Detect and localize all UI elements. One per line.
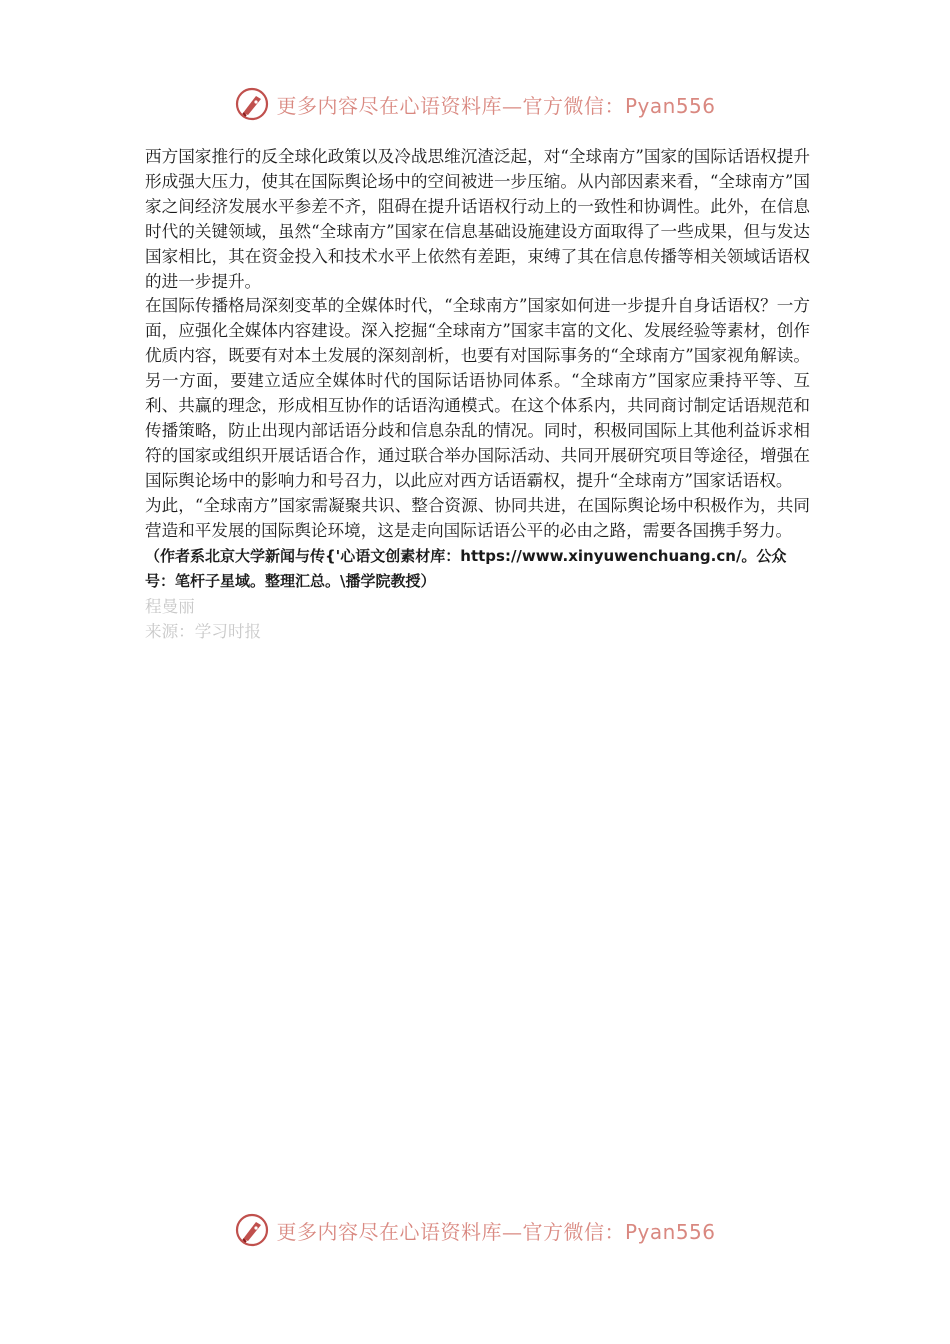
pen-nib-logo-icon xyxy=(234,1212,270,1248)
watermark-text: 更多内容尽在心语资料库—官方微信：Pyan556 xyxy=(276,1219,716,1244)
author-name: 程曼丽 xyxy=(145,596,195,616)
footer-watermark-banner xyxy=(0,1208,950,1252)
header-watermark-banner xyxy=(0,82,950,126)
wechat-id: Pyan556 xyxy=(624,93,716,118)
article-paragraph-2: 在国际传播格局深刻变革的全媒体时代，“全球南方”国家如何进一步提升自身话语权？一方面，应强化全媒体内容建设。深入挖掘“全球南方”国家丰富的文化、发展经验等素材，创作优质内容，既要有对本土发展的深刻剖析，也要有对国际事务的“全球南方”国家视角解读。另一方面，要建立适应全媒体时代的国际话语协同体系。“全球南方”国家应秉持平等、互利、共赢的理念，形成相互协作的话语沟通模式。在这个体系内，共同商讨制定话语规范和传播策略，防止出现内部话语分歧和信息杂乱的情况。同时，积极同国际上其他利益诉求相符的国家或组织开展话语合作，通过联合举办国际活动、共同开展研究项目等途径，增强在国际舆论场中的影响力和号召力，以此应对西方话语霸权，提升“全球南方”国家话语权。 xyxy=(145,296,810,490)
article-paragraph-3: 为此，“全球南方”国家需凝聚共识、整合资源、协同共进，在国际舆论场中积极作为，共同营造和平发展的国际舆论环境，这是走向国际话语公平的必由之路，需要各国携手努力。 xyxy=(145,495,810,540)
article-body xyxy=(145,145,810,644)
author-note: （作者系北京大学新闻与传{'心语文创素材库：https://www.xinyuwenchuang.cn/。公众号：笔杆子星域。整理汇总。\播学院教授） xyxy=(145,546,787,590)
watermark-text: 更多内容尽在心语资料库—官方微信：Pyan556 xyxy=(276,93,716,118)
wechat-id: Pyan556 xyxy=(624,1219,716,1244)
article-paragraph-1: 西方国家推行的反全球化政策以及冷战思维沉渣泛起，对“全球南方”国家的国际话语权提升形成强大压力，使其在国际舆论场中的空间被进一步压缩。从内部因素来看，“全球南方”国家之间经济发展水平参差不齐，阻碍在提升话语权行动上的一致性和协调性。此外，在信息时代的关键领域，虽然“全球南方”国家在信息基础设施建设方面取得了一些成果，但与发达国家相比，其在资金投入和技术水平上依然有差距，束缚了其在信息传播等相关领域话语权的进一步提升。 xyxy=(145,147,810,291)
pen-nib-logo-icon xyxy=(234,86,270,122)
source-line: 来源：学习时报 xyxy=(145,621,262,641)
